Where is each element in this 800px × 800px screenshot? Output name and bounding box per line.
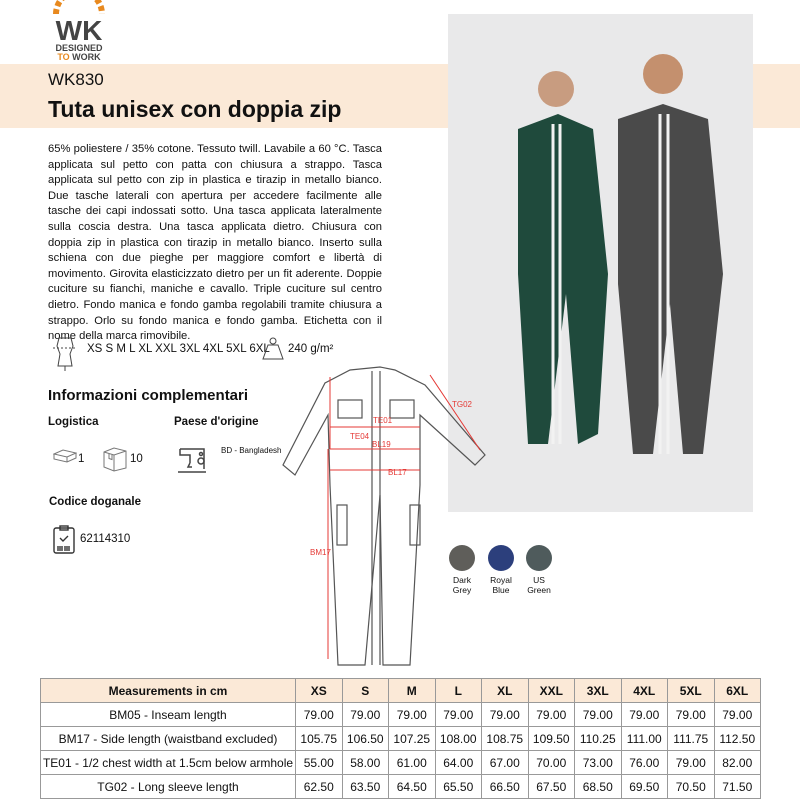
diagram-label-tg02: TG02 — [452, 400, 473, 409]
origin-country: BD - Bangladesh — [221, 446, 282, 455]
table-cell: 66.50 — [482, 775, 529, 799]
table-cell: 112.50 — [714, 727, 761, 751]
table-cell: 79.00 — [528, 703, 575, 727]
table-cell: 108.75 — [482, 727, 529, 751]
table-cell: 68.50 — [575, 775, 622, 799]
pack-quantity: 1 — [78, 453, 85, 465]
table-cell: 65.50 — [435, 775, 482, 799]
table-cell: 63.50 — [342, 775, 389, 799]
table-cell: 106.50 — [342, 727, 389, 751]
table-cell: 79.00 — [668, 751, 715, 775]
color-name: Royal — [490, 575, 512, 585]
size-column-header: S — [342, 679, 389, 703]
table-cell: 79.00 — [668, 703, 715, 727]
table-cell: 110.25 — [575, 727, 622, 751]
pack-icon — [53, 449, 77, 468]
table-cell: 108.00 — [435, 727, 482, 751]
mannequin-icon — [50, 332, 80, 377]
svg-text:WK: WK — [55, 15, 103, 46]
table-row — [41, 751, 761, 775]
measurement-name: TE01 - 1/2 chest width at 1.5cm below armhole — [41, 751, 296, 775]
table-row — [41, 727, 761, 751]
color-name: US — [533, 575, 545, 585]
table-cell: 69.50 — [621, 775, 668, 799]
size-column-header: XXL — [528, 679, 575, 703]
table-cell: 71.50 — [714, 775, 761, 799]
size-column-header: 5XL — [668, 679, 715, 703]
sewing-machine-icon — [176, 445, 208, 480]
size-column-header: M — [389, 679, 436, 703]
table-cell: 61.00 — [389, 751, 436, 775]
table-cell: 109.50 — [528, 727, 575, 751]
table-cell: 82.00 — [714, 751, 761, 775]
fabric-weight: 240 g/m² — [288, 343, 334, 355]
table-cell: 58.00 — [342, 751, 389, 775]
diagram-label-bl17: BL17 — [388, 468, 407, 477]
diagram-label-te01: TE01 — [373, 416, 393, 425]
table-cell: 64.50 — [389, 775, 436, 799]
table-cell: 79.00 — [296, 703, 343, 727]
measurement-name: BM17 - Side length (waistband excluded) — [41, 727, 296, 751]
diagram-label-te04: TE04 — [350, 432, 370, 441]
table-cell: 64.00 — [435, 751, 482, 775]
color-name: Green — [527, 585, 551, 595]
color-name: Dark — [453, 575, 471, 585]
diagram-label-bl19: BL19 — [372, 440, 391, 449]
measurement-name: TG02 - Long sleeve length — [41, 775, 296, 799]
table-cell: 76.00 — [621, 751, 668, 775]
swatch — [488, 545, 514, 571]
table-cell: 70.00 — [528, 751, 575, 775]
color-option-us-green[interactable] — [520, 545, 558, 595]
diagram-label-bm17: BM17 — [310, 548, 331, 557]
brand-logo — [48, 0, 110, 62]
table-cell: 79.00 — [435, 703, 482, 727]
size-column-header: XL — [482, 679, 529, 703]
table-cell: 79.00 — [342, 703, 389, 727]
size-column-header: L — [435, 679, 482, 703]
table-cell: 107.25 — [389, 727, 436, 751]
size-column-header: 4XL — [621, 679, 668, 703]
table-cell: 67.50 — [528, 775, 575, 799]
swatch — [526, 545, 552, 571]
size-column-header: XS — [296, 679, 343, 703]
table-cell: 111.00 — [621, 727, 668, 751]
table-cell: 79.00 — [482, 703, 529, 727]
product-code: WK830 — [48, 70, 104, 89]
size-range: XS S M L XL XXL 3XL 4XL 5XL 6XL — [87, 343, 270, 355]
customs-code: 62114310 — [80, 533, 131, 545]
size-column-header: 6XL — [714, 679, 761, 703]
weight-icon — [261, 336, 285, 367]
origin-label: Paese d'origine — [174, 416, 259, 428]
technical-drawing — [280, 365, 490, 680]
color-name: Grey — [452, 585, 472, 595]
svg-text:TO WORK: TO WORK — [57, 52, 101, 62]
table-cell: 79.00 — [621, 703, 668, 727]
table-header — [41, 679, 761, 703]
box-icon — [102, 446, 128, 477]
color-name: Blue — [492, 585, 510, 595]
logistics-label: Logistica — [48, 416, 99, 428]
table-row — [41, 775, 761, 799]
table-cell: 73.00 — [575, 751, 622, 775]
table-cell: 79.00 — [389, 703, 436, 727]
clipboard-icon — [53, 525, 75, 559]
customs-label: Codice doganale — [49, 496, 142, 508]
product-photo — [448, 14, 753, 512]
info-heading: Informazioni complementari — [48, 387, 249, 404]
table-cell: 70.50 — [668, 775, 715, 799]
product-description: 65% poliestere / 35% cotone. Tessuto twill. Lavabile a 60 °C. Tasca applicata sul petto con patta con chiusura a strappo. Tasca applicata sul petto con zip in plastica e tirazip in metallo bianco. Due tasche laterali con apertura per accedere facilmente alle tasche dei capi indossati sotto. Una tasca applicata lateralmente sulla coscia destra. Una tasca applicata dietro. Chiusura con doppia zip in plastica con tirazip in metallo bianco. Inserto sulla schiena con due pieghe per maggiore comfort e libertà di movimento. Girovita elasticizzato dietro per un fit aderente. Doppie cuciture su fianchi, maniche e cavallo. Triple cuciture sul centro dietro. Fondo manica e fondo gamba regolabili tramite chiusura a strappo. Orlo su fondo manica e fondo gamba. Etichetta con il nome della marca rimovibile. — [48, 143, 382, 343]
box-quantity: 10 — [130, 453, 143, 465]
table-cell: 111.75 — [668, 727, 715, 751]
measurements-table — [40, 678, 761, 799]
table-row — [41, 703, 761, 727]
table-cell: 55.00 — [296, 751, 343, 775]
table-cell: 62.50 — [296, 775, 343, 799]
table-cell: 79.00 — [575, 703, 622, 727]
table-cell: 67.00 — [482, 751, 529, 775]
measurement-name: BM05 - Inseam length — [41, 703, 296, 727]
measurement-column-header: Measurements in cm — [41, 679, 296, 703]
svg-text:DESIGNED: DESIGNED — [55, 43, 103, 53]
table-cell: 105.75 — [296, 727, 343, 751]
size-column-header: 3XL — [575, 679, 622, 703]
table-cell: 79.00 — [714, 703, 761, 727]
page-title: Tuta unisex con doppia zip — [48, 96, 342, 122]
